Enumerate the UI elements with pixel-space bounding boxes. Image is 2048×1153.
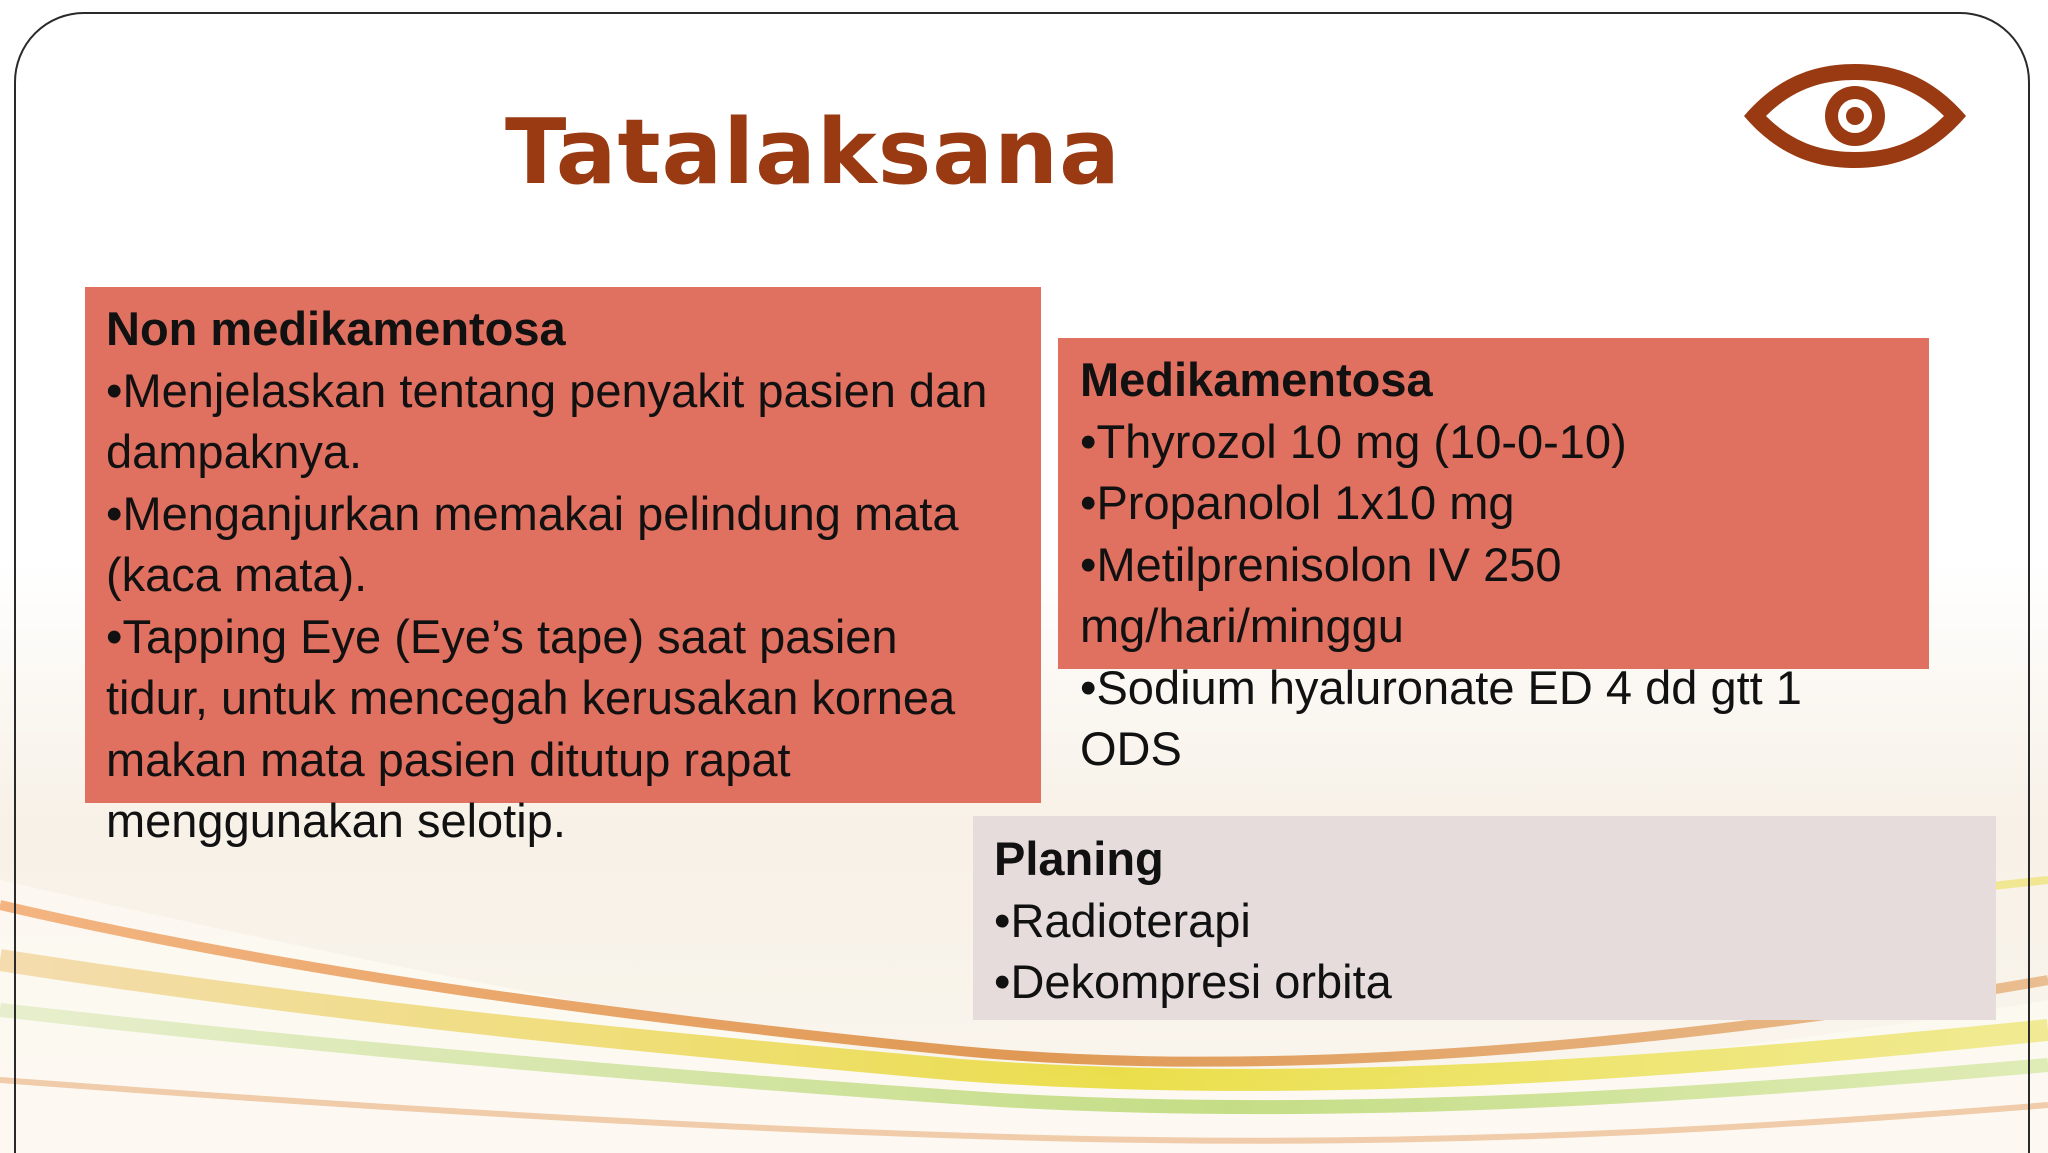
medikamentosa-item: •Propanolol 1x10 mg <box>1080 476 1515 529</box>
non-medikamentosa-item: •Menjelaskan tentang penyakit pasien dan dampaknya. <box>106 363 988 478</box>
slide-title: Tatalaksana <box>505 100 1121 205</box>
medikamentosa-item: •Metilprenisolon IV 250 mg/hari/minggu <box>1080 537 1562 652</box>
planing-heading: Planing <box>994 832 1164 885</box>
non-medikamentosa-item: •Tapping Eye (Eye’s tape) saat pasien tidur, untuk mencegah kerusakan kornea makan mata pasien ditutup rapat menggunakan selotip. <box>106 609 956 847</box>
eye-icon <box>1738 60 1972 172</box>
medikamentosa-text <box>1080 349 1980 780</box>
planing-item: •Radioterapi <box>994 893 1251 947</box>
medikamentosa-heading: Medikamentosa <box>1080 353 1433 406</box>
non-medikamentosa-text <box>106 298 1006 852</box>
non-medikamentosa-item: •Menganjurkan memakai pelindung mata (kaca mata). <box>106 486 959 601</box>
non-medikamentosa-heading: Non medikamentosa <box>106 302 566 355</box>
planing-item: •Dekompresi orbita <box>994 955 1392 1008</box>
medikamentosa-item: •Thyrozol 10 mg (10-0-10) <box>1080 414 1627 468</box>
planing-text <box>994 828 1974 1013</box>
medikamentosa-item: •Sodium hyaluronate ED 4 dd gtt 1 ODS <box>1080 660 1802 775</box>
